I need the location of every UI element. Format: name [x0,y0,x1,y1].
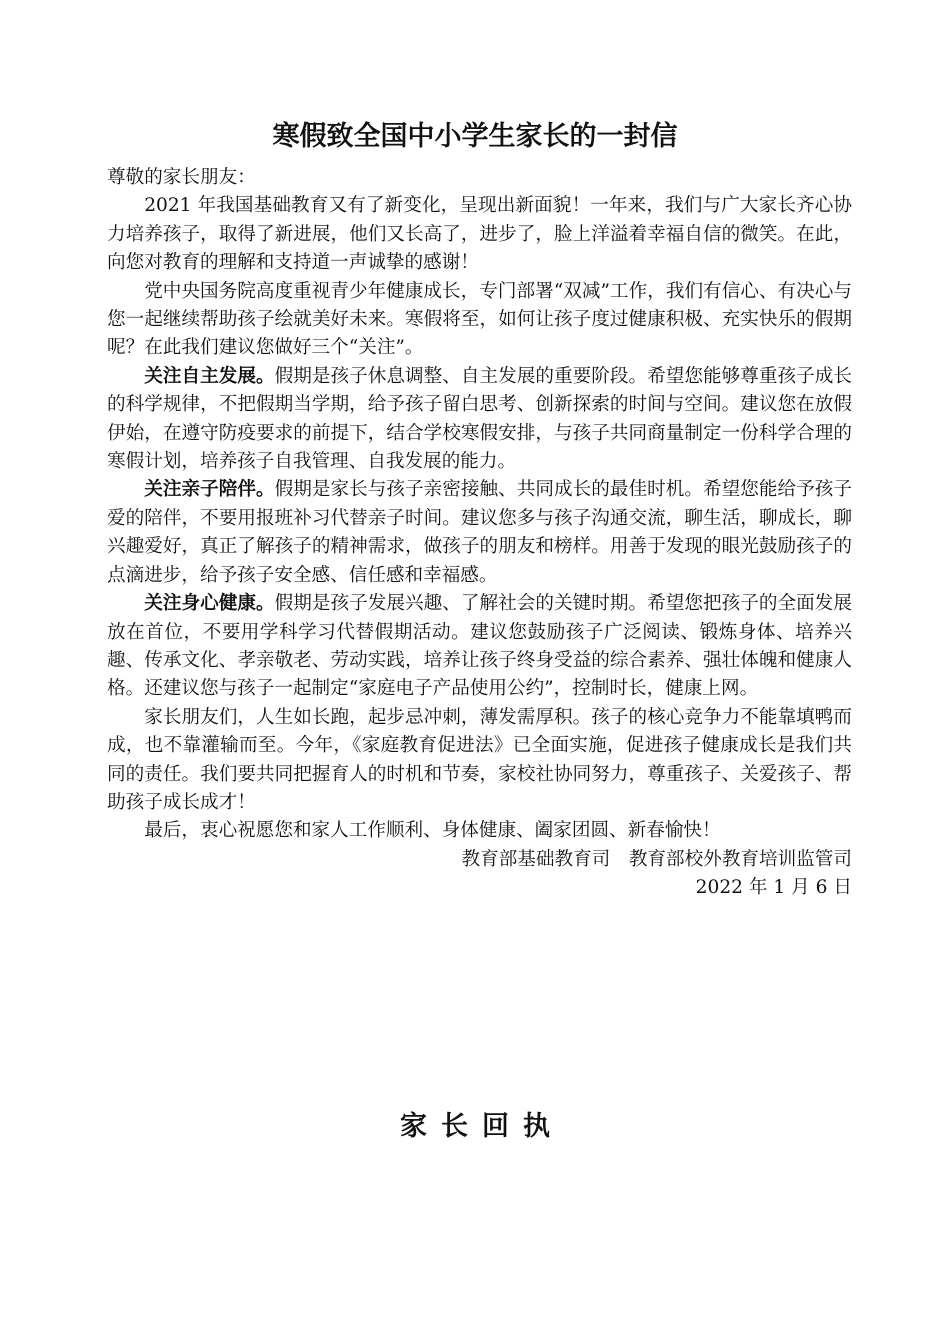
intro-paragraph-1: 2021 年我国基础教育又有了新变化，呈现出新面貌！一年来，我们与广大家长齐心协力培养孩子，取得了新进展，他们又长高了，进步了，脸上洋溢着幸福自信的微笑。在此，向您对教育的理解和支持道一声诚挚的感谢！ [107,195,852,274]
letter-body [107,164,852,903]
section-text: 假期是孩子发展兴趣、了解社会的关键时期。希望您把孩子的全面发展放在首位，不要用学科学习代替假期活动。建议您鼓励孩子广泛阅读、锻炼身体、培养兴趣、传承文化、孝亲敬老、劳动实践，培养让孩子终身受益的综合素养、强壮体魄和健康人格。还建议您与孩子一起制定“家庭电子产品使用公约”，控制时长，健康上网。 [107,593,852,700]
section-physical-mental-health [107,590,852,704]
section-heading: 关注亲子陪伴。 [144,479,275,501]
letter-date: 2022 年 1 月 6 日 [695,877,852,899]
letter-title: 寒假致全国中小学生家长的一封信 [272,121,678,152]
section-autonomous-development [107,363,852,477]
receipt-title: 家长回执 [400,1111,564,1142]
intro-paragraph-2: 党中央国务院高度重视青少年健康成长，专门部署“双减”工作，我们有信心、有决心与您一起继续帮助孩子绘就美好未来。寒假将至，如何让孩子度过健康积极、充实快乐的假期呢？在此我们建议您做好三个“关注”。 [107,280,852,359]
salutation: 尊敬的家长朋友： [107,167,256,188]
section-parent-child-companionship [107,476,852,590]
section-heading: 关注自主发展。 [144,365,275,387]
closing-paragraph: 家长朋友们，人生如长跑，起步忌冲刺，薄发需厚积。孩子的核心竞争力不能靠填鸭而成，也不靠灌输而至。今年，《家庭教育促进法》已全面实施，促进孩子健康成长是我们共同的责任。我们要共同把握育人的时机和节奏，家校社协同努力，尊重孩子、关爱孩子、帮助孩子成长成才！ [107,706,852,813]
closing-wishes: 最后，衷心祝愿您和家人工作顺利、身体健康、阖家团圆、新春愉快！ [144,820,721,842]
section-text: 假期是孩子休息调整、自主发展的重要阶段。希望您能够尊重孩子成长的科学规律，不把假期当学期，给予孩子留白思考、创新探索的时间与空间。建议您在放假伊始，在遵守防疫要求的前提下，结合学校寒假安排，与孩子共同商量制定一份科学合理的寒假计划，培养孩子自我管理、自我发展的能力。 [107,365,852,473]
section-text: 假期是家长与孩子亲密接触、共同成长的最佳时机。希望您能给予孩子爱的陪伴，不要用报班补习代替亲子时间。建议您多与孩子沟通交流，聊生活，聊成长，聊兴趣爱好，真正了解孩子的精神需求，做孩子的朋友和榜样。用善于发现的眼光鼓励孩子的点滴进步，给予孩子安全感、信任感和幸福感。 [107,479,852,586]
signature: 教育部基础教育司 教育部校外教育培训监管司 [461,848,852,870]
section-heading: 关注身心健康。 [144,593,275,615]
